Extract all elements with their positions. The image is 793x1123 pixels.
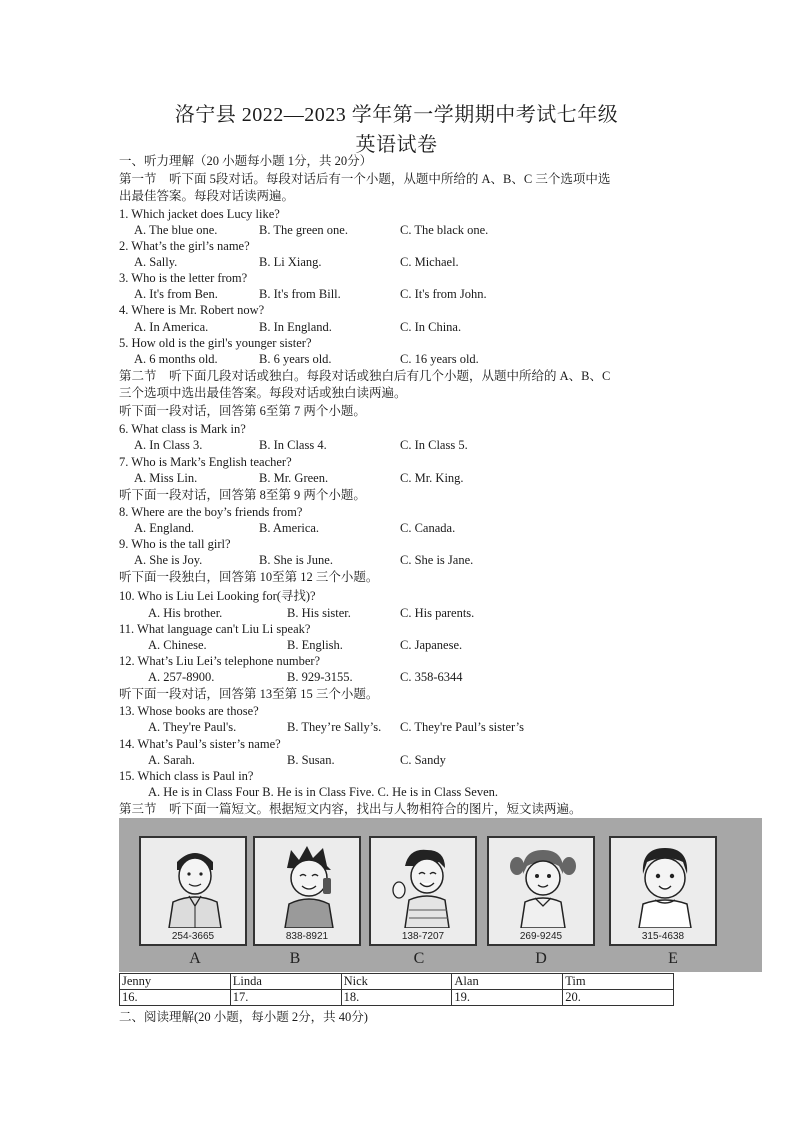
question-12-option-b: B. 929-3155. xyxy=(287,670,353,684)
question-15: 15. Which class is Paul in? xyxy=(119,769,254,783)
table-cell-name: Nick xyxy=(341,974,452,990)
question-9: 9. Who is the tall girl? xyxy=(119,537,231,551)
picture-label-c: C xyxy=(413,950,425,967)
question-14-option-c: C. Sandy xyxy=(400,753,446,767)
question-5-option-a: A. 6 months old. xyxy=(134,352,218,366)
table-row-answers xyxy=(120,990,674,1006)
group-1-instruction: 听下面一段对话，回答第 6至第 7 两个小题。 xyxy=(119,404,366,418)
answer-blank-16[interactable]: 16. xyxy=(120,990,231,1006)
picture-card-a xyxy=(139,836,247,946)
question-6-option-b: B. In Class 4. xyxy=(259,438,327,452)
question-10-option-c: C. His parents. xyxy=(400,606,475,620)
picture-card-c xyxy=(369,836,477,946)
group-2-instruction: 听下面一段对话，回答第 8至第 9 两个小题。 xyxy=(119,488,366,502)
question-8-option-b: B. America. xyxy=(259,521,320,535)
question-10: 10. Who is Liu Lei Looking for(寻找)? xyxy=(119,589,316,603)
question-15-options: A. He is in Class Four B. He is in Class Five. C. He is in Class Seven. xyxy=(148,785,499,799)
picture-c-phone: 138-7207 xyxy=(401,931,445,942)
question-1-option-b: B. The green one. xyxy=(259,223,348,237)
part2-header: 二、阅读理解(20 小题，每小题 2分，共 40分) xyxy=(119,1010,368,1024)
picture-card-d xyxy=(487,836,595,946)
question-9-option-c: C. She is Jane. xyxy=(400,553,474,567)
character-pictures xyxy=(119,818,762,972)
question-13-option-b: B. They’re Sally’s. xyxy=(287,720,382,734)
question-8-option-a: A. England. xyxy=(134,521,195,535)
picture-e-phone: 315-4638 xyxy=(641,931,685,942)
question-12-option-c: C. 358-6344 xyxy=(400,670,463,684)
part1-header: 一、听力理解（20 小题每小题 1分，共 20分） xyxy=(119,154,373,168)
answer-blank-20[interactable]: 20. xyxy=(563,990,674,1006)
question-10-option-a: A. His brother. xyxy=(148,606,223,620)
picture-label-e: E xyxy=(668,950,678,967)
answer-blank-17[interactable]: 17. xyxy=(230,990,341,1006)
question-4-option-a: A. In America. xyxy=(134,320,209,334)
question-8-option-c: C. Canada. xyxy=(400,521,456,535)
picture-a-phone: 254-3665 xyxy=(171,931,215,942)
answer-table xyxy=(119,973,674,1006)
question-12: 12. What’s Liu Lei’s telephone number? xyxy=(119,654,321,668)
picture-label-a: A xyxy=(189,950,201,967)
section2-instruction-1: 第二节 听下面几段对话或独白。每段对话或独白后有几个小题，从题中所给的 A、B、C xyxy=(119,369,611,383)
table-cell-name: Tim xyxy=(563,974,674,990)
question-14-option-b: B. Susan. xyxy=(287,753,335,767)
question-4: 4. Where is Mr. Robert now? xyxy=(119,303,265,317)
question-4-option-b: B. In England. xyxy=(259,320,332,334)
section3-instruction: 第三节 听下面一篇短文。根据短文内容，找出与人物相符合的图片，短文读两遍。 xyxy=(119,802,582,816)
question-7-option-c: C. Mr. King. xyxy=(400,471,464,485)
question-14: 14. What’s Paul’s sister’s name? xyxy=(119,737,281,751)
question-3-option-c: C. It's from John. xyxy=(400,287,487,301)
question-11: 11. What language can't Liu Li speak? xyxy=(119,622,311,636)
question-3: 3. Who is the letter from? xyxy=(119,271,248,285)
exam-subtitle: 英语试卷 xyxy=(355,134,438,156)
boy-shirt-icon xyxy=(155,844,235,928)
question-3-option-a: A. It's from Ben. xyxy=(134,287,218,301)
question-6-option-a: A. In Class 3. xyxy=(134,438,203,452)
question-13: 13. Whose books are those? xyxy=(119,704,259,718)
table-cell-name: Alan xyxy=(452,974,563,990)
question-3-option-b: B. It's from Bill. xyxy=(259,287,341,301)
question-11-option-c: C. Japanese. xyxy=(400,638,463,652)
question-5-option-c: C. 16 years old. xyxy=(400,352,479,366)
question-9-option-a: A. She is Joy. xyxy=(134,553,203,567)
question-1-option-a: A. The blue one. xyxy=(134,223,218,237)
question-6: 6. What class is Mark in? xyxy=(119,422,246,436)
boy-waving-icon xyxy=(385,844,465,928)
picture-d-phone: 269-9245 xyxy=(519,931,563,942)
question-9-option-b: B. She is June. xyxy=(259,553,333,567)
question-7-option-b: B. Mr. Green. xyxy=(259,471,329,485)
question-13-option-a: A. They're Paul's. xyxy=(148,720,237,734)
question-7-option-a: A. Miss Lin. xyxy=(134,471,198,485)
question-4-option-c: C. In China. xyxy=(400,320,462,334)
group-3-instruction: 听下面一段独白，回答第 10至第 12 三个小题。 xyxy=(119,570,379,584)
question-10-option-b: B. His sister. xyxy=(287,606,351,620)
answer-blank-18[interactable]: 18. xyxy=(341,990,452,1006)
answer-blank-19[interactable]: 19. xyxy=(452,990,563,1006)
picture-card-b xyxy=(253,836,361,946)
section1-instruction-1: 第一节 听下面 5段对话。每段对话后有一个小题，从题中所给的 A、B、C 三个选项中选 xyxy=(119,172,611,186)
question-11-option-a: A. Chinese. xyxy=(148,638,207,652)
question-2-option-b: B. Li Xiang. xyxy=(259,255,322,269)
question-12-option-a: A. 257-8900. xyxy=(148,670,215,684)
picture-b-phone: 838-8921 xyxy=(285,931,329,942)
table-cell-name: Linda xyxy=(230,974,341,990)
question-7: 7. Who is Mark’s English teacher? xyxy=(119,455,292,469)
group-4-instruction: 听下面一段对话，回答第 13至第 15 三个小题。 xyxy=(119,687,379,701)
question-2: 2. What’s the girl’s name? xyxy=(119,239,250,253)
section1-instruction-2: 出最佳答案。每段对话读两遍。 xyxy=(119,189,295,203)
question-8: 8. Where are the boy’s friends from? xyxy=(119,505,303,519)
girl-icon xyxy=(503,844,583,928)
boy-phone-icon xyxy=(269,844,349,928)
question-5-option-b: B. 6 years old. xyxy=(259,352,332,366)
boy-sweater-icon xyxy=(625,844,705,928)
question-13-option-c: C. They're Paul’s sister’s xyxy=(400,720,525,734)
picture-label-b: B xyxy=(289,950,301,967)
question-5: 5. How old is the girl's younger sister? xyxy=(119,336,312,350)
question-2-option-a: A. Sally. xyxy=(134,255,178,269)
question-6-option-c: C. In Class 5. xyxy=(400,438,468,452)
question-1-option-c: C. The black one. xyxy=(400,223,489,237)
question-11-option-b: B. English. xyxy=(287,638,343,652)
picture-card-e xyxy=(609,836,717,946)
table-row-names xyxy=(120,974,674,990)
picture-label-d: D xyxy=(535,950,547,967)
exam-title: 洛宁县 2022—2023 学年第一学期期中考试七年级 xyxy=(174,104,619,126)
question-2-option-c: C. Michael. xyxy=(400,255,459,269)
question-14-option-a: A. Sarah. xyxy=(148,753,195,767)
question-1: 1. Which jacket does Lucy like? xyxy=(119,207,280,221)
section2-instruction-2: 三个选项中选出最佳答案。每段对话或独白读两遍。 xyxy=(119,386,407,400)
table-cell-name: Jenny xyxy=(120,974,231,990)
